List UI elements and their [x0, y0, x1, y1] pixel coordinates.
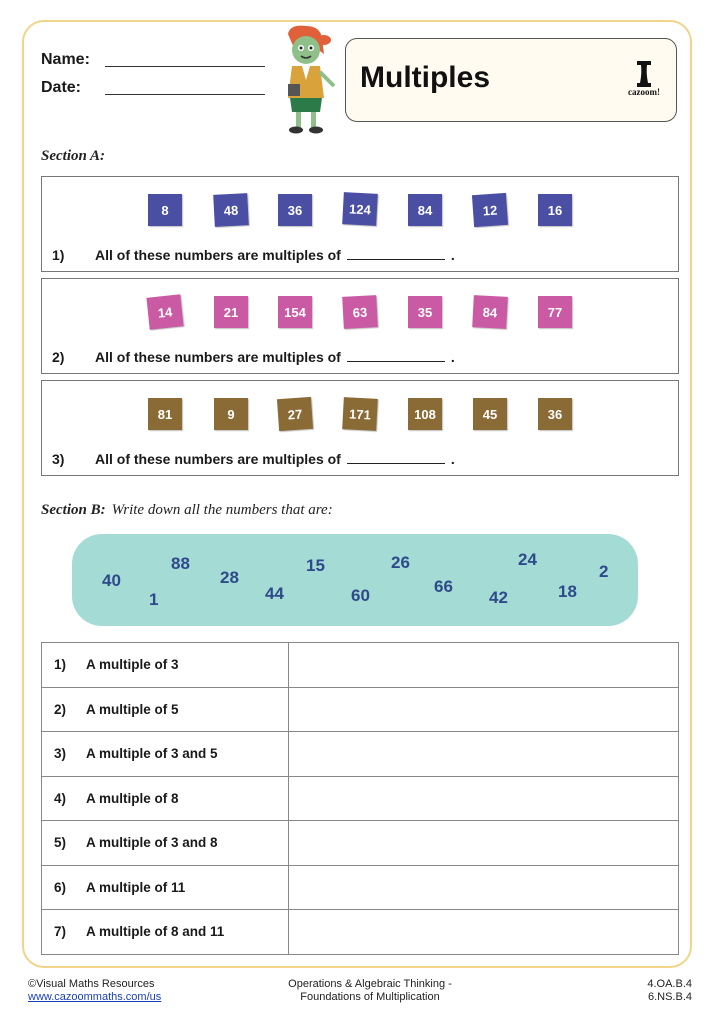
- question-box-1: [41, 176, 679, 272]
- answer-cell[interactable]: [289, 821, 679, 866]
- number-tile: 9: [214, 398, 248, 430]
- answer-blank[interactable]: [347, 349, 445, 362]
- logo-keyhole-icon: [636, 61, 652, 87]
- number-tile: 84: [472, 295, 508, 329]
- cloud-number: 42: [489, 588, 508, 607]
- name-field[interactable]: [105, 66, 265, 67]
- question-text: All of these numbers are multiples of .: [95, 451, 455, 467]
- number-tile: 36: [538, 398, 572, 430]
- answers-table: [41, 642, 679, 955]
- answer-cell[interactable]: [289, 776, 679, 821]
- cazoom-logo: [622, 61, 666, 97]
- number-tile: 81: [148, 398, 182, 430]
- cloud-number: 26: [391, 553, 410, 572]
- row-label-cell: 2) A multiple of 5: [42, 687, 289, 732]
- number-tile: 77: [538, 296, 572, 328]
- question-text: All of these numbers are multiples of .: [95, 247, 455, 263]
- table-row: [42, 821, 679, 866]
- number-tile: 27: [277, 397, 313, 431]
- footer-standards: 4.OA.B.4 6.NS.B.4: [647, 978, 692, 1003]
- footer-left: [28, 978, 161, 1004]
- answer-cell[interactable]: [289, 732, 679, 777]
- row-label-cell: 6) A multiple of 11: [42, 865, 289, 910]
- table-row: [42, 865, 679, 910]
- title-box: [345, 38, 677, 122]
- cloud-number: 15: [306, 556, 325, 575]
- number-cloud: [72, 534, 638, 626]
- number-tile: 84: [408, 194, 442, 226]
- cloud-number: 18: [558, 582, 577, 601]
- row-label-cell: 4) A multiple of 8: [42, 776, 289, 821]
- question-box-2: [41, 278, 679, 374]
- cloud-number: 1: [149, 590, 159, 609]
- number-tile: 8: [148, 194, 182, 226]
- number-tile: 21: [214, 296, 248, 328]
- copyright-text: ©Visual Maths Resources: [28, 978, 155, 990]
- page-title: Multiples: [360, 61, 491, 94]
- cloud-number: 88: [171, 554, 190, 573]
- table-row: [42, 910, 679, 955]
- number-tile: 171: [342, 397, 378, 431]
- answer-cell[interactable]: [289, 687, 679, 732]
- question-number: 3): [52, 451, 65, 467]
- question-box-3: [41, 380, 679, 476]
- number-tile: 14: [146, 294, 183, 329]
- section-b-instruction: Write down all the numbers that are:: [111, 502, 333, 518]
- website-link[interactable]: www.cazoommaths.com/us: [28, 991, 162, 1003]
- cloud-number: 2: [599, 562, 609, 581]
- date-field[interactable]: [105, 94, 265, 95]
- row-label-cell: 5) A multiple of 3 and 8: [42, 821, 289, 866]
- row-label-cell: 7) A multiple of 8 and 11: [42, 910, 289, 955]
- section-a-heading: Section A:: [41, 148, 106, 164]
- row-label-cell: 1) A multiple of 3: [42, 643, 289, 688]
- table-row: [42, 732, 679, 777]
- date-label: Date:: [41, 79, 82, 96]
- table-row: [42, 643, 679, 688]
- cloud-number: 60: [351, 586, 370, 605]
- cloud-number: 40: [102, 571, 121, 590]
- number-tile: 35: [408, 296, 442, 328]
- row-label-cell: 3) A multiple of 3 and 5: [42, 732, 289, 777]
- cloud-number: 44: [265, 584, 284, 603]
- girl-character-illustration: [272, 24, 340, 138]
- number-tile: 154: [278, 296, 312, 328]
- footer-topic: Operations & Algebraic Thinking - Foundations of Multiplication: [288, 978, 452, 1003]
- number-tile: 16: [538, 194, 572, 226]
- question-text: All of these numbers are multiples of .: [95, 349, 455, 365]
- answer-cell[interactable]: [289, 910, 679, 955]
- question-number: 2): [52, 349, 65, 365]
- question-number: 1): [52, 247, 65, 263]
- cloud-number: 66: [434, 577, 453, 596]
- number-tile: 48: [213, 193, 249, 227]
- cloud-number: 24: [518, 550, 537, 569]
- answer-cell[interactable]: [289, 643, 679, 688]
- cloud-number: 28: [220, 568, 239, 587]
- table-row: [42, 687, 679, 732]
- section-b-heading: Section B: Write down all the numbers that are:: [41, 502, 333, 518]
- logo-text: cazoom!: [628, 87, 660, 97]
- table-row: [42, 776, 679, 821]
- answer-blank[interactable]: [347, 451, 445, 464]
- name-label: Name:: [41, 51, 90, 68]
- number-tile: 45: [473, 398, 507, 430]
- number-tile: 124: [342, 192, 378, 226]
- answer-cell[interactable]: [289, 865, 679, 910]
- number-tile: 63: [342, 295, 378, 329]
- number-tile: 36: [278, 194, 312, 226]
- answer-blank[interactable]: [347, 247, 445, 260]
- number-tile: 108: [408, 398, 442, 430]
- number-tile: 12: [472, 193, 508, 227]
